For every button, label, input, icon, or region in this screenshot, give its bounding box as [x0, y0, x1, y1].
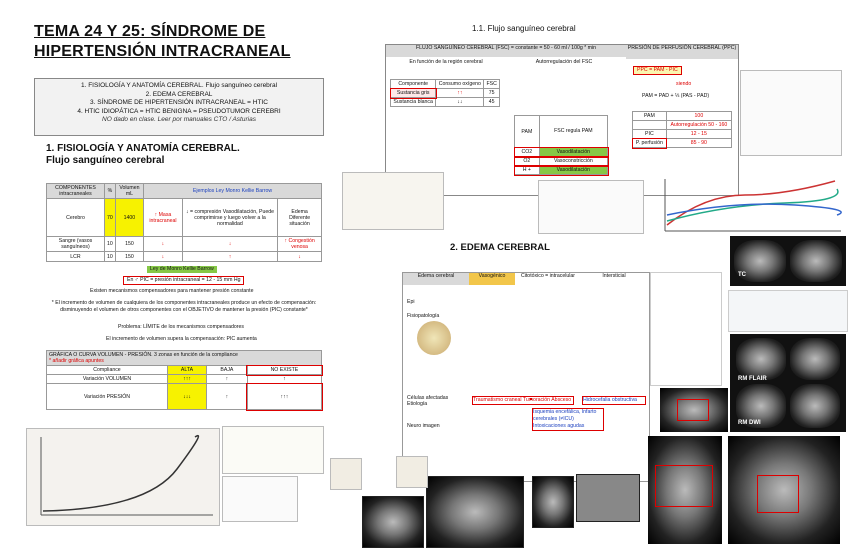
- row-label: Etiología: [407, 401, 428, 407]
- factor-table: PAM FSC regula PAM CO2 Vasodilatación O2 Vasoconstricción H + Vasodilatación: [514, 115, 608, 175]
- cell: CO2: [515, 148, 540, 157]
- cell: Sustancia gris: [391, 89, 436, 98]
- cell: Vasodilatación: [539, 148, 607, 157]
- cell: PAM: [515, 116, 540, 148]
- cell: 10: [104, 237, 115, 252]
- cell: 100: [666, 112, 731, 121]
- col-header: COMPONENTES intracraneales: [47, 184, 105, 199]
- ppc-formula: PPC = PAM - PIC: [634, 67, 681, 74]
- cell: 85 - 90: [666, 139, 731, 148]
- note-snippet: [740, 70, 842, 156]
- cell: Sangre (vasos sanguíneos): [47, 237, 105, 252]
- mri-scan-icon: [532, 476, 574, 528]
- index-item: 2. EDEMA CEREBRAL: [145, 90, 213, 98]
- mri-scan-icon: [660, 388, 728, 432]
- cell: 150: [115, 237, 143, 252]
- cell: Cerebro: [47, 199, 105, 237]
- cell: Variación PRESIÓN: [47, 384, 168, 410]
- col-header: FSC: [484, 80, 500, 89]
- index-item: 3. SÍNDROME DE HIPERTENSIÓN INTRACRANEAL = HTIC: [90, 99, 268, 106]
- row-label: Fisiopatología: [407, 313, 440, 319]
- fsc-sub2: Autorregulación del FSC: [535, 59, 593, 65]
- etiology-cito: Isquemia encefálica, Infarto cerebrales (≠ICU) Intoxicaciones agudas: [533, 409, 603, 430]
- index-note: NO dado en clase. Leer por manuales CTO / Asturias: [102, 116, 256, 123]
- mri-scan-icon: [426, 476, 524, 548]
- autoregulation-graph: [645, 175, 845, 239]
- col-header: Intersticial: [602, 273, 626, 279]
- cell: ↓: [182, 237, 277, 252]
- brain-scan-icon: [736, 338, 786, 380]
- note-snippet: [222, 476, 298, 522]
- cell: P. perfusión: [633, 139, 667, 148]
- col-header: Compliance: [47, 366, 168, 375]
- compliance-table: [46, 350, 322, 410]
- comp-text: Existen mecanismos compensadores para mantener presión constante: [90, 288, 254, 294]
- cell: ↓: [278, 252, 322, 262]
- etiology-inter: Hidrocefalia obstructiva: [583, 397, 645, 404]
- row-label: Neuro imagen: [407, 423, 440, 429]
- mri-scan-icon: [576, 474, 640, 522]
- cell: ↑: [247, 375, 321, 384]
- col-header: BAJA: [207, 366, 248, 375]
- index-item: 4. HTIC IDIOPÁTICA = HTIC BENIGNA = PSEUDOTUMOR CEREBRI: [77, 107, 281, 115]
- cell: PIC: [633, 130, 667, 139]
- cell: Variación VOLUMEN: [47, 375, 168, 384]
- pam-formula: PAM = PAD + ⅓ (PAS - PAD): [642, 93, 710, 99]
- handwritten-note: [334, 310, 396, 334]
- mri-scan-icon: [648, 436, 722, 544]
- row-label: Epi: [407, 299, 415, 305]
- pic-line: En ♂ PIC = presión intracraneal = 12 - 15 mm Hg: [124, 277, 243, 284]
- cell: Autorregulación 50 - 160: [666, 121, 731, 130]
- cell: 70: [104, 199, 115, 237]
- col-header: ALTA: [168, 366, 207, 375]
- cell: PAM: [633, 112, 667, 121]
- row-label: Células afectadas: [407, 395, 449, 401]
- col-header: Volumen mL: [115, 184, 143, 199]
- cell: ↑: [207, 384, 248, 410]
- page-title: TEMA 24 Y 25: SÍNDROME DE HIPERTENSIÓN INTRACRANEAL: [34, 23, 291, 60]
- fsc-sub1: En función de la región cerebral: [409, 59, 483, 65]
- cell: H +: [515, 166, 540, 175]
- grafica-sub: * añadir gráfica apuntes: [49, 358, 104, 364]
- rm-flair-label: RM FLAIR: [738, 376, 767, 382]
- graph-curve-icon: [27, 429, 219, 525]
- problema-text: Problema: LÍMITE de los mecanismos compensadores: [118, 324, 244, 330]
- fsc-section-title: 1.1. Flujo sanguíneo cerebral: [472, 24, 576, 33]
- col-header: NO EXISTE: [247, 366, 321, 375]
- mri-image: [730, 334, 846, 432]
- rm-dwi-label: RM DWI: [738, 420, 761, 426]
- compliance-graph-image: [26, 428, 220, 526]
- col-header: %: [104, 184, 115, 199]
- siendo-text: siendo: [676, 81, 692, 87]
- section1-heading: 1. FISIOLOGÍA Y ANATOMÍA CEREBRAL.: [46, 143, 240, 154]
- grafica-title: GRÁFICA O CURVA VOLUMEN - PRESIÓN. 3 zonas en función de la compliance: [49, 352, 238, 358]
- monro-table: [46, 183, 322, 262]
- col-header: Edema cerebral: [403, 273, 469, 285]
- cell: Edema Diferente situación: [278, 199, 322, 237]
- mri-scan-icon: [362, 496, 424, 548]
- cell: Vasoconstricción: [539, 157, 607, 166]
- note-snippet: [650, 272, 722, 386]
- note-snippet: [538, 180, 644, 234]
- tc-label: TC: [738, 272, 746, 278]
- cell: Vasodilatación: [539, 166, 607, 175]
- index-box: [34, 78, 324, 136]
- cell: ↓ = compresión Vasodilatación, Puede comprimirse y luego volver a la normalidad: [182, 199, 277, 237]
- note-snippet: [342, 172, 444, 230]
- col-header: Citotóxico = intracelular: [520, 273, 576, 279]
- cell: Sustancia blanca: [391, 98, 436, 107]
- brain-scan-icon: [790, 240, 842, 282]
- col-header: Consumo oxígeno: [436, 80, 484, 89]
- cell: ↑: [182, 252, 277, 262]
- col-header: Ejemplos Ley Monro Kellie Barrow: [144, 184, 322, 199]
- cell: ↑↑↑: [168, 375, 207, 384]
- cell: O2: [515, 157, 540, 166]
- cell: ↓↓↓: [168, 384, 207, 410]
- fsc-header: FLUJO SANGUÍNEO CEREBRAL (FSC) = constante = 50 - 60 ml / 100g * min: [386, 45, 626, 57]
- brain-scan-icon: [790, 338, 840, 380]
- ct-image: [730, 236, 846, 286]
- cell: 150: [115, 252, 143, 262]
- etiology-vaso: Traumatismo craneal Tumoración Absceso: [473, 397, 572, 403]
- cell-diagram-icon: [417, 321, 451, 355]
- graph-curve-icon: [645, 175, 845, 239]
- cell: ↑ Masa intracraneal: [144, 199, 183, 237]
- cell: ↑↑↑: [247, 384, 321, 410]
- note-snippet: [728, 290, 848, 332]
- cell: ↓: [144, 252, 183, 262]
- mri-scan-icon: [728, 436, 840, 544]
- ppc-values-table: [632, 111, 732, 148]
- index-item: 1. FISIOLOGÍA Y ANATOMÍA CEREBRAL. Flujo sanguíneo cerebral: [80, 82, 278, 89]
- increment-text: * El incremento de volumen de cualquiera de los componentes intracraneales produce un efecto de compensación: disminuyendo el volumen de otros componentes con el OBJETIVO de mantener la presión (PIC) constante*: [51, 300, 317, 313]
- ppc-header: PRESIÓN DE PERFUSIÓN CEREBRAL (PPC): [626, 45, 738, 59]
- col-header: Componente: [391, 80, 436, 89]
- cell: ↑: [207, 375, 248, 384]
- col-header: Vasogénico: [469, 273, 515, 285]
- increment2-text: El incremento de volumen supera la compensación: PIC aumenta: [106, 336, 257, 342]
- cell-diagram-icon: [330, 458, 362, 490]
- cell: LCR: [47, 252, 105, 262]
- cell: ↓: [144, 237, 183, 252]
- section1-subheading: Flujo sanguíneo cerebral: [46, 155, 165, 166]
- brain-scan-icon: [790, 384, 840, 428]
- cell: 12 - 15: [666, 130, 731, 139]
- cell-diagram-icon: [396, 456, 428, 488]
- note-snippet: [222, 426, 324, 474]
- monro-law-label: Ley de Monro Kellie Barrow: [147, 266, 217, 273]
- edema-section-title: 2. EDEMA CEREBRAL: [450, 242, 550, 253]
- cell: ↑ Congestión venosa: [278, 237, 322, 252]
- edema-table: [402, 272, 650, 482]
- cell: 1400: [115, 199, 143, 237]
- component-table: Componente Consumo oxígeno FSC Sustancia gris ↑↑ 75 Sustancia blanca ↓↓ 45: [390, 79, 500, 107]
- cell: 10: [104, 252, 115, 262]
